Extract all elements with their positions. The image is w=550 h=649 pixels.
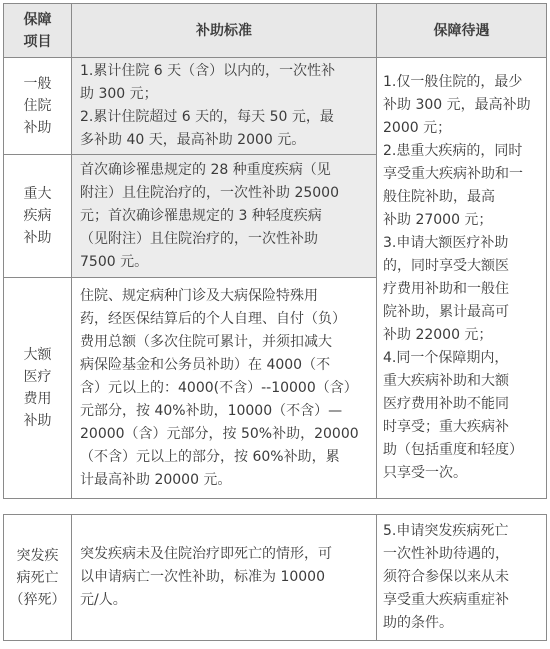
treatment-line: 须符合参保以来从未 — [383, 569, 509, 585]
row-standard — [72, 515, 377, 641]
standard-line: 20000（含）元部分，按 50%补助，20000 — [80, 425, 359, 442]
treatment-line: 享受重大疾病补助和一 — [383, 166, 523, 182]
row-label — [4, 278, 72, 499]
standard-line: （见附注）且住院治疗的，一次性补助 — [80, 230, 318, 247]
row-label-line: 大额 — [23, 347, 52, 363]
treatment-line: 补助 27000 元； — [383, 212, 493, 228]
row-standard — [72, 58, 377, 155]
standard-line: 元；首次确诊罹患规定的 3 种轻度疾病 — [80, 207, 322, 224]
standard-line: 元/人。 — [80, 592, 127, 608]
row-label-line: 医疗 — [23, 369, 52, 385]
row-label-line: 疾病 — [23, 208, 52, 224]
standard-line: （不含）元以上的部分，按 60%补助，累 — [80, 448, 340, 465]
standard-line: 首次确诊罹患规定的 28 种重度疾病（见 — [80, 161, 331, 178]
row-sudden-death — [4, 515, 547, 641]
row-label-line: 一般 — [23, 76, 52, 92]
treatment-line: 5.申请突发疾病死亡 — [383, 523, 509, 539]
treatment-line: 2000 元； — [383, 120, 452, 136]
standard-line: 突发疾病未及住院治疗即死亡的情形，可 — [80, 546, 332, 562]
row-label-line: 补助 — [23, 230, 52, 246]
treatment-line: 般住院补助，最高 — [383, 189, 495, 205]
standard-line: 多补助 40 天，最高补助 2000 元。 — [80, 132, 306, 148]
treatment-line: 的，同时享受大额医 — [383, 258, 509, 274]
sudden-death-table — [3, 514, 547, 641]
treatment-line: 疗费用补助和一般住 — [383, 281, 509, 297]
standard-line: 附注）且住院治疗的，一次性补助 25000 — [80, 184, 339, 201]
treatment-line: 一次性补助待遇的， — [383, 546, 509, 562]
treatment-line: 享受重大疾病重症补 — [383, 592, 509, 608]
row-label-line: 病死亡 — [16, 569, 59, 586]
treatment-cell — [377, 515, 547, 641]
row-standard — [72, 278, 377, 499]
treatment-line: 助的条件。 — [383, 615, 453, 631]
row-label-line: 补助 — [23, 120, 52, 136]
standard-line: 含）元以上的：4000(不含）--10000（含） — [80, 379, 358, 396]
row-label-line: 重大 — [23, 186, 52, 202]
header-item — [4, 4, 72, 58]
row-label-line: 补助 — [23, 413, 52, 429]
treatment-line: 只享受一次。 — [383, 465, 467, 481]
header-standard: 补助标准 — [72, 4, 377, 58]
treatment-line: 2.患重大疾病的，同时 — [383, 143, 523, 159]
row-standard — [72, 155, 377, 278]
row-label-line: （猝死） — [9, 591, 66, 608]
treatment-line: 3.申请大额医疗补助 — [383, 235, 509, 251]
header-item-line2: 项目 — [23, 33, 52, 50]
row-label — [4, 155, 72, 278]
treatment-cell — [377, 58, 547, 499]
treatment-line: 1.仅一般住院的，最少 — [383, 74, 523, 90]
standard-line: 7500 元。 — [80, 253, 149, 270]
standard-line: 以申请病亡一次性补助，标准为 10000 — [80, 569, 325, 585]
treatment-line: 补助 22000 元； — [383, 327, 493, 343]
standard-line: 计最高补助 20000 元。 — [80, 471, 232, 488]
row-label — [4, 58, 72, 155]
standard-line: 病保险基金和公务员补助）在 4000（不 — [80, 356, 331, 373]
treatment-line: 时享受；重大疾病补 — [383, 419, 509, 435]
standard-line: 1.累计住院 6 天（含）以内的，一次性补 — [80, 63, 336, 79]
treatment-line: 院补助，累计最高可 — [383, 304, 509, 320]
row-label-line: 费用 — [23, 391, 52, 407]
treatment-line: 4.同一个保障期内， — [383, 350, 509, 366]
standard-line: 元部分，按 40%补助，10000（不含）— — [80, 402, 343, 419]
standard-line: 助 300 元； — [80, 86, 158, 102]
header-treatment: 保障待遇 — [377, 4, 547, 58]
treatment-line: 助（包括重度和轻度） — [383, 442, 523, 458]
header-item-line1: 保障 — [23, 11, 52, 28]
row-general-hospital — [4, 58, 547, 155]
row-label-line: 住院 — [23, 98, 52, 114]
standard-line: 药，经医保结算后的个人自理、自付（负） — [80, 310, 346, 327]
treatment-line: 补助 300 元，最高补助 — [383, 97, 531, 113]
standard-line: 费用总额（多次住院可累计，并须扣减大 — [80, 333, 332, 350]
row-label-line: 突发疾 — [16, 547, 59, 564]
treatment-line: 医疗费用补助不能同 — [383, 396, 509, 412]
standard-line: 住院、规定病种门诊及大病保险特殊用 — [80, 287, 318, 304]
standard-line: 2.累计住院超过 6 天的，每天 50 元，最 — [80, 109, 334, 125]
treatment-line: 重大疾病补助和大额 — [383, 373, 509, 389]
row-label — [4, 515, 72, 641]
benefits-table — [3, 3, 547, 499]
